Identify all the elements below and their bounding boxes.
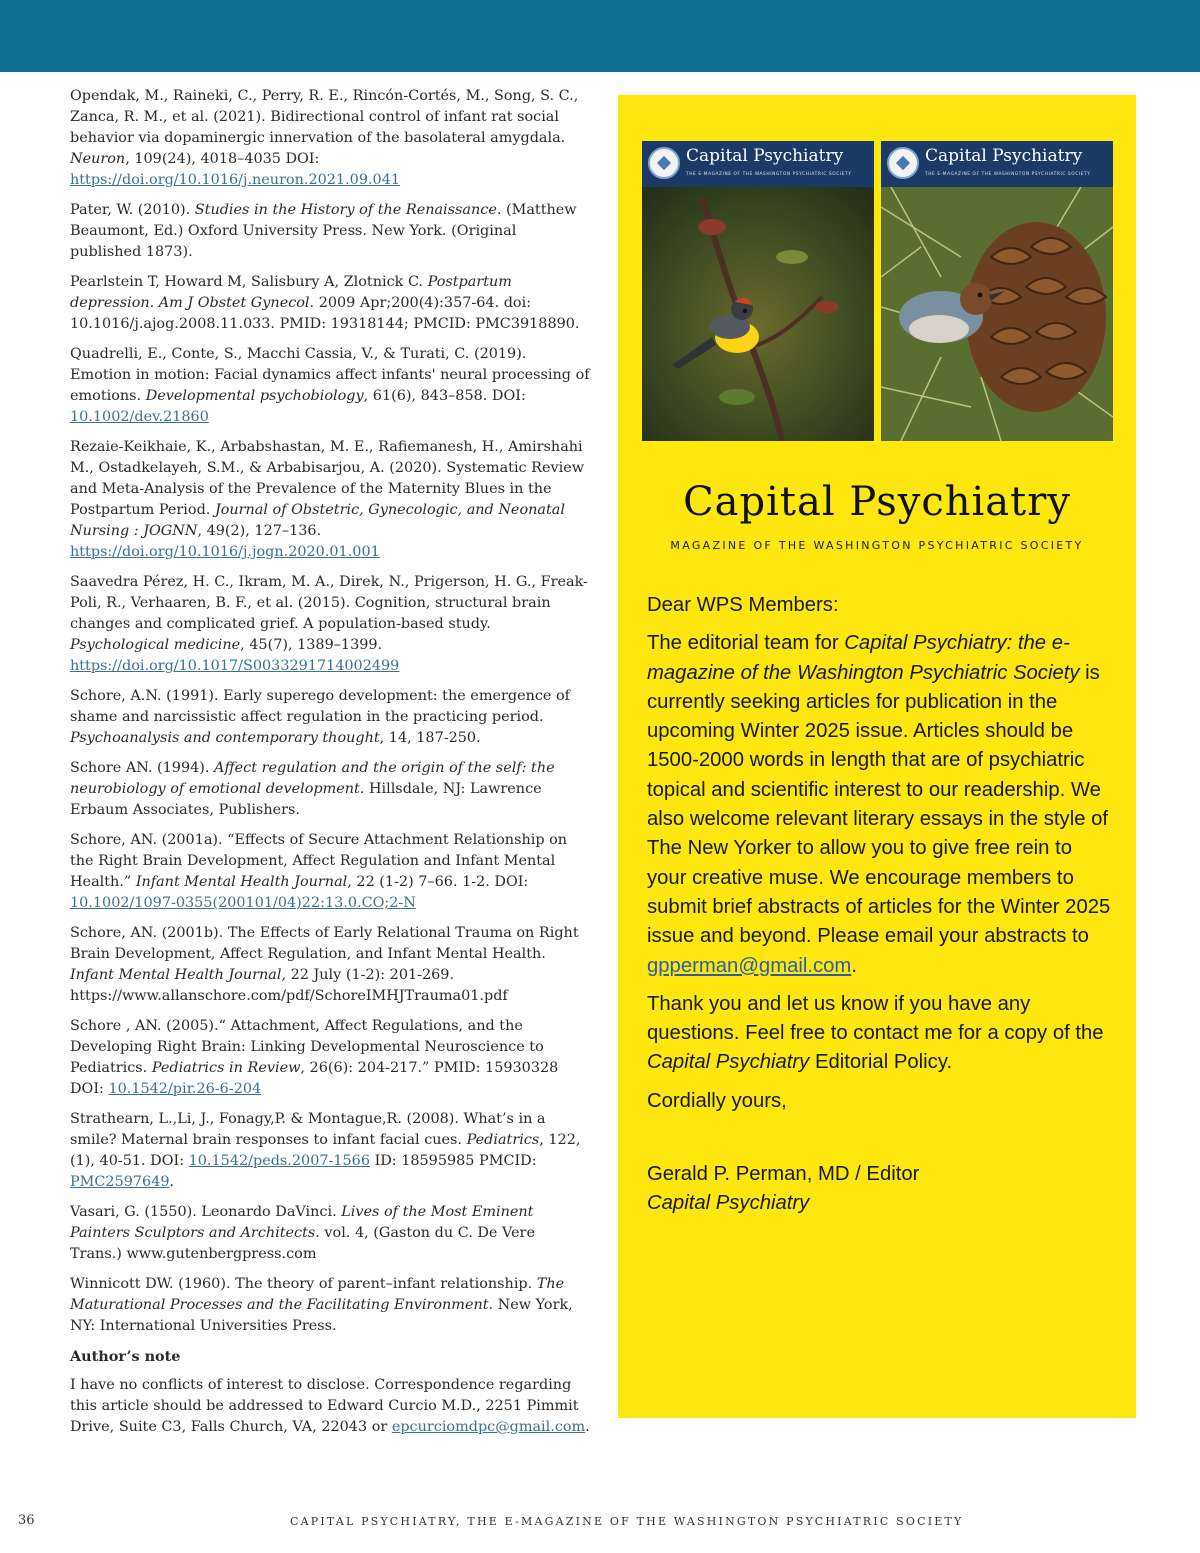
doi-link[interactable]: 10.1542/pir.26-6-204: [108, 1081, 262, 1097]
reference-entry: Pater, W. (2010). Studies in the History of the Renaissance. (Matthew Beaumont, Ed.) Oxford University Press. New York. (Original published 1873).: [70, 202, 577, 260]
magazine-cover-nuthatch: [881, 141, 1113, 441]
reference-entry: Saavedra Pérez, H. C., Ikram, M. A., Direk, N., Prigerson, H. G., Freak-Poli, R., Verhaaren, B. F., et al. (2015). Cognition, structural brain changes and complicated grief. A population-based study. Psychological medicine, 45(7), 1389–1399. https://doi.org/10.1017/S0033291714002499: [70, 574, 588, 674]
reference-entry: Schore, AN. (2001b). The Effects of Early Relational Trauma on Right Brain Development, Affect Regulation, and Infant Mental Health. Infant Mental Health Journal, 22 July (1-2): 201-269. https://www.allanschore.com/pdf/SchoreIMHJTrauma01.pdf: [70, 925, 579, 1004]
letter-closing: Cordially yours,: [647, 1089, 787, 1112]
bird-photo-icon: [642, 187, 874, 441]
ad-title: Capital Psychiatry: [683, 479, 1071, 525]
ad-tagline: MAGAZINE OF THE WASHINGTON PSYCHIATRIC SOCIETY: [670, 539, 1084, 552]
letter-thanks: Thank you and let us know if you have any questions. Feel free to contact me for a copy of the Capital Psychiatry Editorial Policy.: [647, 992, 1104, 1074]
magazine-cover-warbler: [642, 141, 874, 441]
reference-entry: Strathearn, L.,Li, J., Fonagy,P. & Montague,R. (2008). What’s in a smile? Maternal brain responses to infant facial cues. Pediatrics, 122, (1), 40-51. DOI: 10.1542/peds.2007-1566 ID: 18595985 PMCID: PMC2597649.: [70, 1111, 581, 1190]
reference-entry: Rezaie-Keikhaie, K., Arbabshastan, M. E., Rafiemanesh, H., Amirshahi M., Ostadkelayeh, S.M., & Arbabisarjou, A. (2020). Systematic Review and Meta-Analysis of the Prevalence of the Maternity Blues in the Postpartum Period. Journal of Obstetric, Gynecologic, and Neonatal Nursing : JOGNN, 49(2), 127–136. https://doi.org/10.1016/j.jogn.2020.01.001: [70, 439, 585, 560]
society-seal-icon: [648, 147, 680, 179]
doi-link[interactable]: 10.1542/peds.2007-1566: [188, 1153, 370, 1169]
references-column: [70, 86, 590, 1438]
reference-entry: Opendak, M., Raineki, C., Perry, R. E., Rincón-Cortés, M., Song, S. C., Zanca, R. M., et al. (2021). Bidirectional control of infant rat social behavior via dopaminergic innervation of the basolateral amygdala. Neuron, 109(24), 4018–4035 DOI: https://doi.org/10.1016/j.neuron.2021.09.041: [70, 88, 579, 188]
reference-entry: Schore, A.N. (1991). Early superego development: the emergence of shame and narcissistic affect regulation in the practicing period. Psychoanalysis and contemporary thought, 14, 187-250.: [70, 688, 571, 746]
reference-entry: Vasari, G. (1550). Leonardo DaVinci. Lives of the Most Eminent Painters Sculptors and Architects. vol. 4, (Gaston du C. De Vere Trans.) www.gutenbergpress.com: [70, 1204, 535, 1262]
page-number: 36: [18, 1513, 35, 1528]
doi-link[interactable]: https://doi.org/10.1017/S0033291714002499: [70, 658, 400, 674]
author-email-link[interactable]: epcurciomdpc@gmail.com: [391, 1419, 586, 1435]
letter-greeting: Dear WPS Members:: [647, 594, 839, 616]
signer-name: Gerald P. Perman, MD / Editor: [647, 1163, 920, 1186]
doi-link[interactable]: 10.1002/1097-0355(200101/04)22:13.0.CO;2-N: [70, 895, 416, 911]
signer-publication: Capital Psychiatry: [647, 1192, 810, 1215]
letter-signature: [647, 1160, 1117, 1219]
doi-link[interactable]: https://doi.org/10.1016/j.jogn.2020.01.001: [70, 544, 380, 560]
reference-entry: Schore , AN. (2005).“ Attachment, Affect Regulations, and the Developing Right Brain: Linking Developmental Neuroscience to Pediatrics. Pediatrics in Review, 26(6): 204-217.” PMID: 15930328 DOI: 10.1542/pir.26-6-204: [70, 1018, 559, 1097]
pinecone-photo-icon: [881, 187, 1113, 441]
footer-text: CAPITAL PSYCHIATRY, THE E-MAGAZINE OF THE WASHINGTON PSYCHIATRIC SOCIETY: [290, 1515, 964, 1528]
doi-link[interactable]: 10.1002/dev.21860: [70, 409, 209, 425]
reference-entry: Winnicott DW. (1960). The theory of parent–infant relationship. The Maturational Processes and the Facilitating Environment. New York, NY: International Universities Press.: [70, 1276, 573, 1334]
editor-email-link[interactable]: gpperman@gmail.com: [647, 954, 852, 977]
editor-letter: [647, 591, 1117, 1219]
doi-link[interactable]: https://doi.org/10.1016/j.neuron.2021.09.041: [70, 172, 401, 188]
author-note-heading: Author’s note: [70, 1348, 181, 1365]
reference-entry: Schore, AN. (2001a). “Effects of Secure Attachment Relationship on the Right Brain Development, Affect Regulation and Infant Mental Health.” Infant Mental Health Journal, 22 (1-2) 7–66. 1-2. DOI: 10.1002/1097-0355(200101/04)22:13.0.CO;2-N: [70, 832, 568, 911]
header-bar: [0, 0, 1200, 72]
reference-entry: Pearlstein T, Howard M, Salisbury A, Zlotnick C. Postpartum depression. Am J Obstet Gynecol. 2009 Apr;200(4):357-64. doi: 10.1016/j.ajog.2008.11.033. PMID: 19318144; PMCID: PMC3918890.: [70, 274, 580, 332]
cover-masthead: Capital Psychiatry THE E-MAGAZINE OF THE WASHINGTON PSYCHIATRIC SOCIETY: [642, 141, 874, 187]
letter-body: The editorial team for Capital Psychiatry: the e-magazine of the Washington Psychiatric Society is currently seeking articles for publication in the upcoming Winter 2025 issue. Articles should be 1500-2000 words in length that are of psychiatric topical and scientific interest to our readership. We also welcome relevant literary essays in the style of The New Yorker to allow you to give free rein to your creative muse. We encourage members to submit brief abstracts of articles for the Winter 2025 issue and beyond. Please email your abstracts to gpperman@gmail.com.: [647, 632, 1111, 977]
cover-masthead: Capital Psychiatry THE E-MAGAZINE OF THE WASHINGTON PSYCHIATRIC SOCIETY: [881, 141, 1113, 187]
reference-entry: Schore AN. (1994). Affect regulation and the origin of the self: the neurobiology of emotional development. Hillsdale, NJ: Lawrence Erbaum Associates, Publishers.: [70, 760, 555, 818]
call-for-articles-ad: [618, 95, 1136, 1418]
author-note: I have no conflicts of interest to disclose. Correspondence regarding this article should be addressed to Edward Curcio M.D., 2251 Pimmit Drive, Suite C3, Falls Church, VA, 22043 or epcurciomdpc@gmail.com.: [70, 1377, 590, 1435]
society-seal-icon: [887, 147, 919, 179]
pmcid-link[interactable]: PMC2597649: [70, 1174, 170, 1190]
reference-entry: Quadrelli, E., Conte, S., Macchi Cassia, V., & Turati, C. (2019). Emotion in motion: Facial dynamics affect infants' neural processing of emotions. Developmental psychobiology, 61(6), 843–858. DOI: 10.1002/dev.21860: [70, 346, 590, 425]
magazine-covers: [642, 141, 1113, 441]
